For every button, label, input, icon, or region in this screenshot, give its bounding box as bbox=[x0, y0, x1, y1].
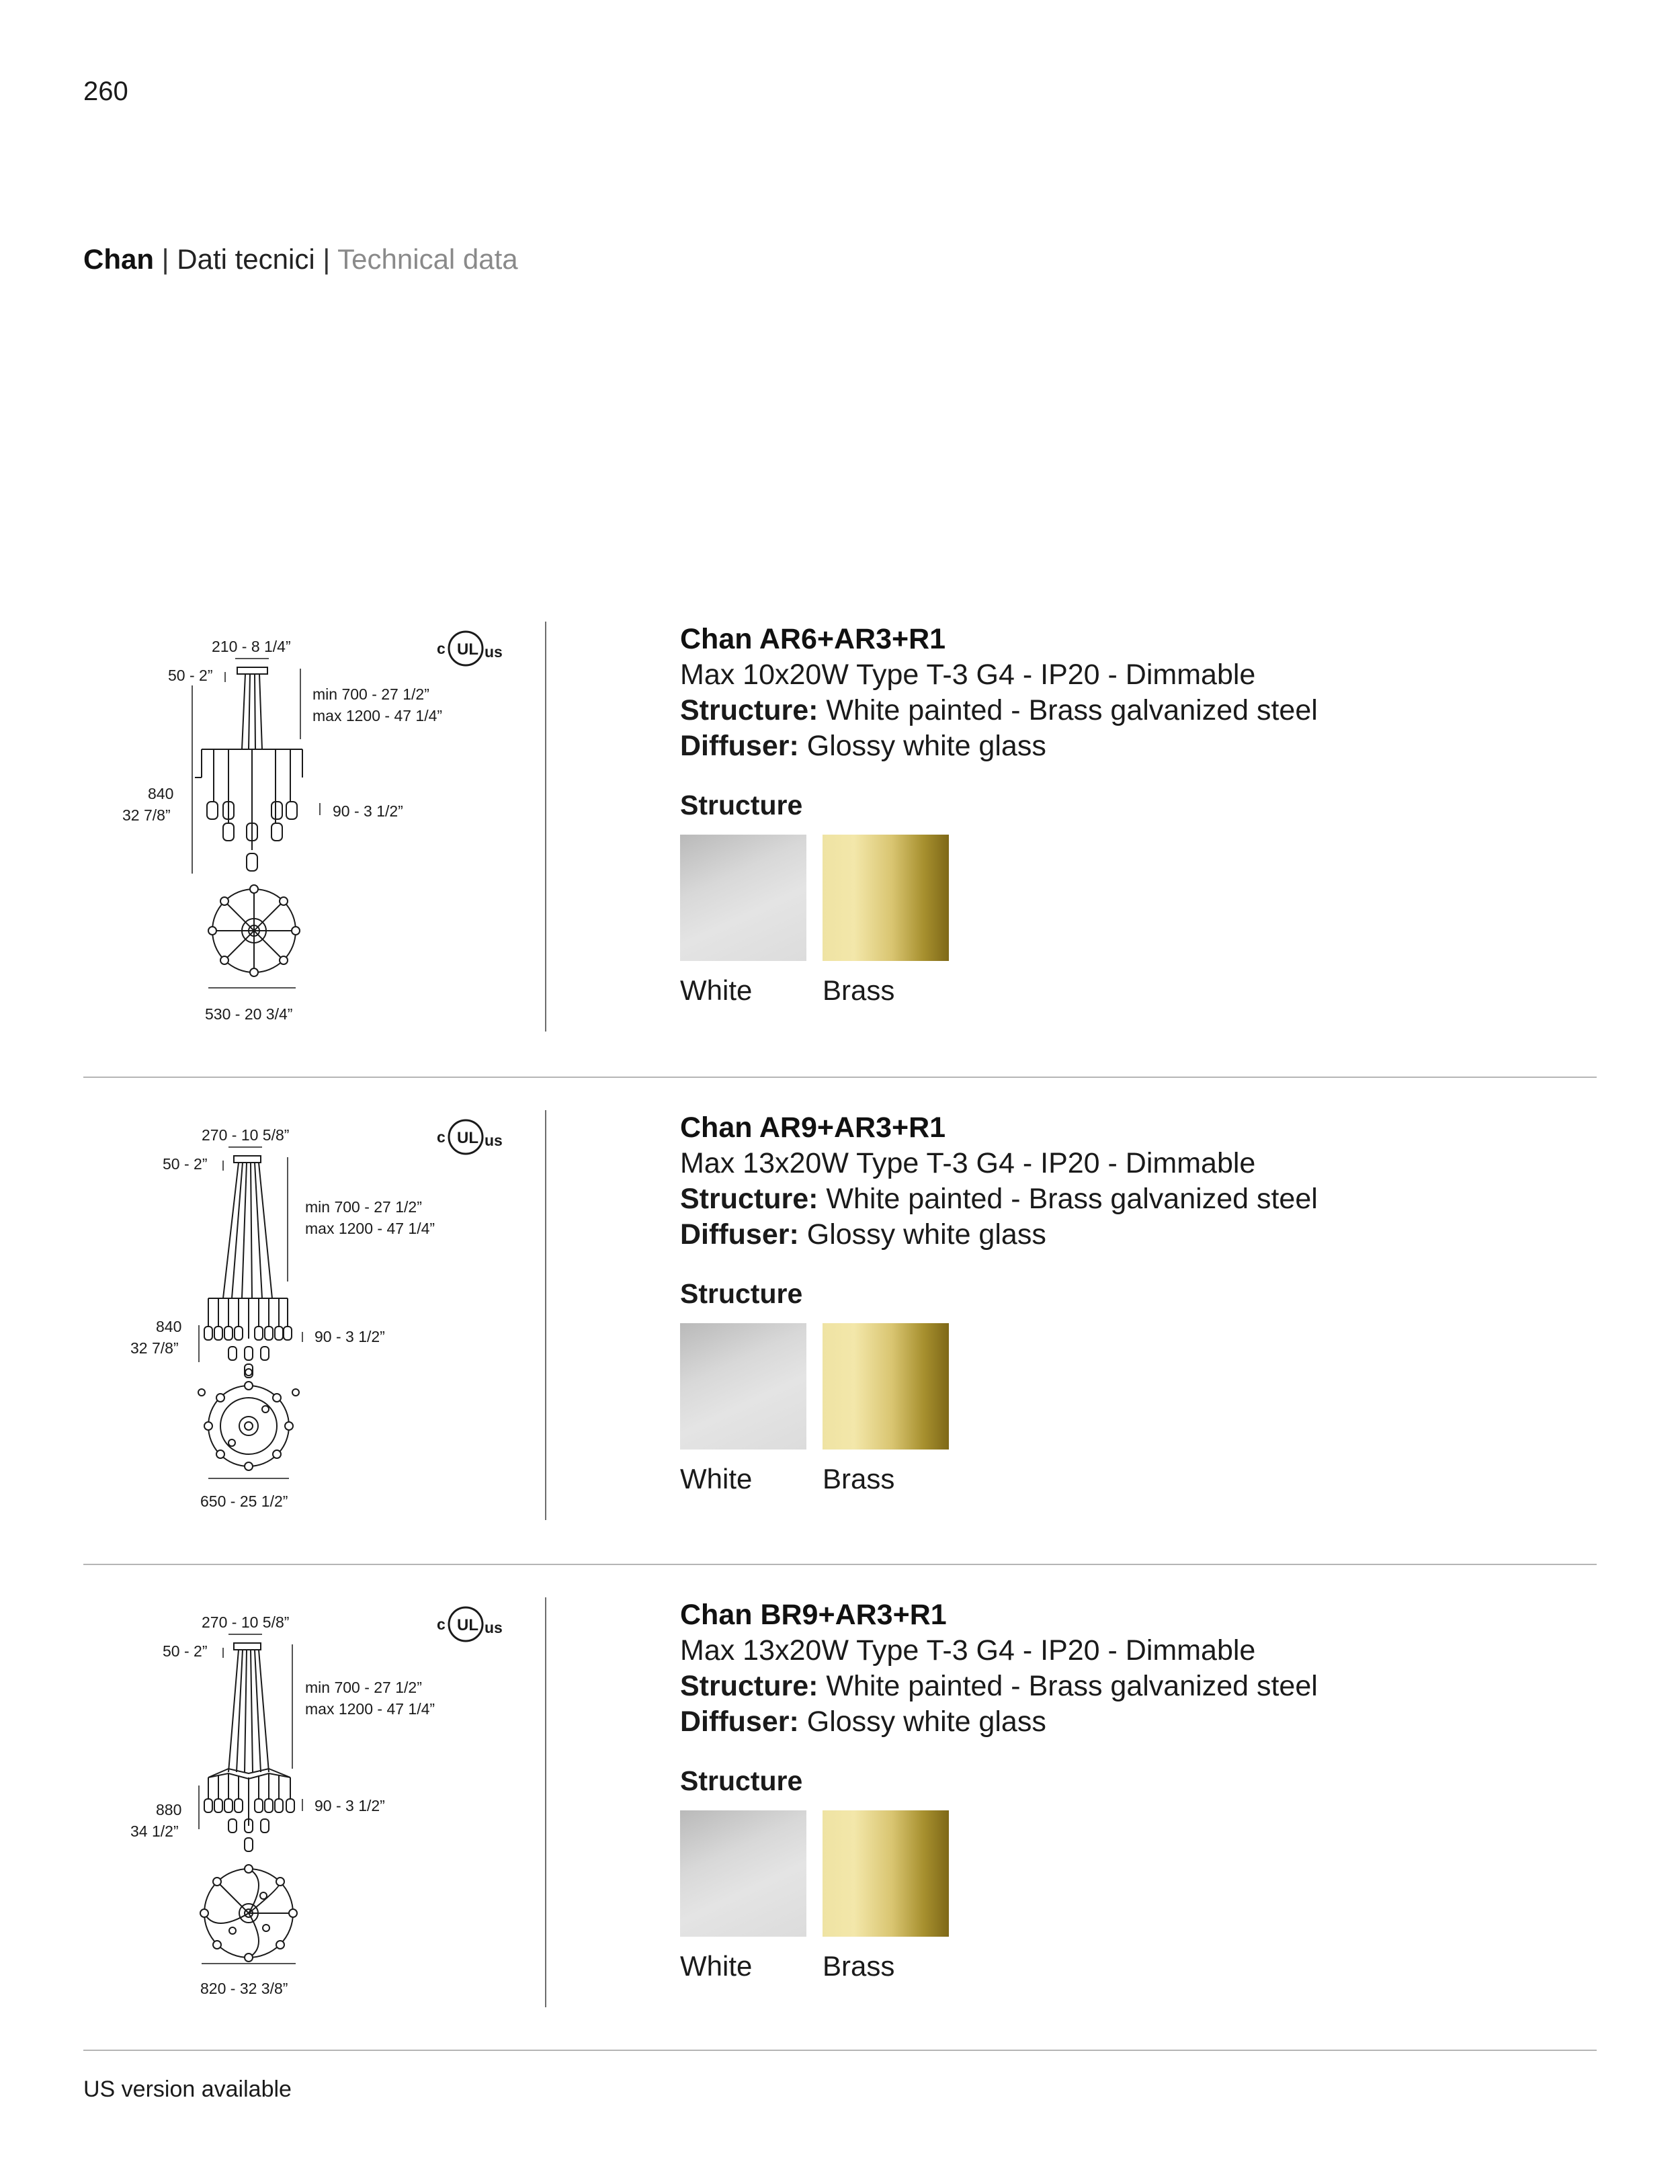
title-separator: | bbox=[314, 243, 338, 275]
dim-glass: 90 - 3 1/2” bbox=[314, 1797, 385, 1814]
finish-swatches bbox=[680, 1810, 1554, 1982]
ul-certification-icon bbox=[437, 1607, 503, 1641]
dim-glass: 90 - 3 1/2” bbox=[333, 802, 403, 820]
page-title bbox=[83, 243, 518, 276]
product-power: Max 10x20W Type T-3 G4 - IP20 - Dimmable bbox=[680, 659, 1256, 691]
title-product: Chan bbox=[83, 243, 154, 275]
dim-diameter: 820 - 32 3/8” bbox=[200, 1980, 288, 1997]
swatch-label: White bbox=[680, 974, 753, 1006]
product-diffuser: Diffuser: Glossy white glass bbox=[680, 1706, 1046, 1738]
product-structure: Structure: White painted - Brass galvanized steel bbox=[680, 1183, 1318, 1215]
dim-height-mm: 880 bbox=[156, 1801, 182, 1818]
chandelier-elevation bbox=[204, 1643, 294, 1851]
dim-canopy-width: 210 - 8 1/4” bbox=[212, 638, 291, 655]
swatch-label: Brass bbox=[823, 1463, 895, 1495]
chandelier-drawing-svg bbox=[108, 1597, 538, 2014]
dim-cable-max: max 1200 - 47 1/4” bbox=[305, 1700, 435, 1718]
finish-swatches bbox=[680, 835, 1554, 1007]
dim-cable-min: min 700 - 27 1/2” bbox=[305, 1679, 422, 1696]
footer-note: US version available bbox=[83, 2076, 292, 2102]
brass-finish-chip bbox=[823, 1810, 949, 1937]
product-row-1 bbox=[0, 622, 1680, 1052]
swatch-white bbox=[680, 835, 806, 1007]
swatch-brass bbox=[823, 835, 949, 1007]
dim-canopy-width: 270 - 10 5/8” bbox=[202, 1126, 290, 1144]
dim-cable-min: min 700 - 27 1/2” bbox=[305, 1198, 422, 1216]
brass-finish-chip bbox=[823, 1323, 949, 1450]
svg-text:UL: UL bbox=[457, 640, 478, 659]
dim-glass: 90 - 3 1/2” bbox=[314, 1328, 385, 1345]
dim-canopy-height: 50 - 2” bbox=[163, 1642, 208, 1660]
swatch-label: Brass bbox=[823, 974, 895, 1006]
swatch-white bbox=[680, 1323, 806, 1495]
white-finish-chip bbox=[680, 835, 806, 961]
finishes-title: Structure bbox=[680, 1278, 803, 1309]
dim-cable-max: max 1200 - 47 1/4” bbox=[312, 707, 443, 724]
swatch-label: White bbox=[680, 1463, 753, 1495]
svg-text:us: us bbox=[485, 1132, 503, 1149]
swatch-white bbox=[680, 1810, 806, 1982]
section-divider bbox=[83, 1077, 1597, 1078]
section-divider bbox=[83, 2050, 1597, 2051]
swatch-label: Brass bbox=[823, 1950, 895, 1982]
dim-canopy-width: 270 - 10 5/8” bbox=[202, 1613, 290, 1631]
chandelier-elevation bbox=[204, 1156, 292, 1378]
chandelier-drawing-svg bbox=[108, 622, 538, 1038]
product-diffuser: Diffuser: Glossy white glass bbox=[680, 730, 1046, 762]
chandelier-drawing-svg bbox=[108, 1110, 538, 1527]
dim-height-in: 34 1/2” bbox=[130, 1822, 179, 1840]
dim-height-mm: 840 bbox=[148, 785, 174, 802]
section-divider bbox=[83, 1564, 1597, 1565]
column-divider bbox=[545, 1110, 546, 1520]
svg-text:c: c bbox=[437, 1128, 446, 1146]
dim-cable-min: min 700 - 27 1/2” bbox=[312, 685, 429, 703]
ul-certification-icon bbox=[437, 632, 503, 665]
swatch-brass bbox=[823, 1323, 949, 1495]
product-diffuser: Diffuser: Glossy white glass bbox=[680, 1218, 1046, 1251]
brass-finish-chip bbox=[823, 835, 949, 961]
product-structure: Structure: White painted - Brass galvanized steel bbox=[680, 694, 1318, 726]
chandelier-plan bbox=[198, 1369, 299, 1470]
chandelier-plan bbox=[208, 885, 300, 976]
dim-canopy-height: 50 - 2” bbox=[163, 1155, 208, 1173]
swatch-brass bbox=[823, 1810, 949, 1982]
finishes-title: Structure bbox=[680, 1765, 803, 1796]
dim-cable-max: max 1200 - 47 1/4” bbox=[305, 1220, 435, 1237]
dim-diameter: 530 - 20 3/4” bbox=[205, 1005, 293, 1023]
finishes-title: Structure bbox=[680, 790, 803, 821]
title-separator: | bbox=[154, 243, 177, 275]
dim-height-in: 32 7/8” bbox=[130, 1339, 179, 1357]
dim-canopy-height: 50 - 2” bbox=[168, 667, 213, 684]
column-divider bbox=[545, 622, 546, 1032]
svg-text:UL: UL bbox=[457, 1129, 478, 1147]
chandelier-elevation bbox=[195, 667, 302, 871]
technical-drawing-3 bbox=[108, 1597, 538, 2014]
title-english: Technical data bbox=[337, 243, 518, 275]
svg-text:us: us bbox=[485, 643, 503, 661]
svg-text:c: c bbox=[437, 1615, 446, 1633]
page-number: 260 bbox=[83, 77, 128, 106]
white-finish-chip bbox=[680, 1323, 806, 1450]
product-power: Max 13x20W Type T-3 G4 - IP20 - Dimmable bbox=[680, 1634, 1256, 1667]
chandelier-plan bbox=[200, 1865, 297, 1962]
product-info-1 bbox=[680, 622, 1554, 1007]
technical-drawing-2 bbox=[108, 1110, 538, 1527]
dim-height-mm: 840 bbox=[156, 1318, 182, 1335]
column-divider bbox=[545, 1597, 546, 2007]
svg-text:UL: UL bbox=[457, 1616, 478, 1634]
swatch-label: White bbox=[680, 1950, 753, 1982]
product-name: Chan AR6+AR3+R1 bbox=[680, 623, 946, 655]
dim-height-in: 32 7/8” bbox=[122, 806, 171, 824]
technical-drawing-1 bbox=[108, 622, 538, 1038]
product-info-3 bbox=[680, 1597, 1554, 1982]
finish-swatches bbox=[680, 1323, 1554, 1495]
product-row-3 bbox=[0, 1597, 1680, 2027]
svg-text:c: c bbox=[437, 640, 446, 657]
product-name: Chan AR9+AR3+R1 bbox=[680, 1111, 946, 1144]
dimension-lines bbox=[192, 659, 320, 988]
dim-diameter: 650 - 25 1/2” bbox=[200, 1493, 288, 1510]
product-structure: Structure: White painted - Brass galvanized steel bbox=[680, 1670, 1318, 1702]
product-power: Max 13x20W Type T-3 G4 - IP20 - Dimmable bbox=[680, 1147, 1256, 1179]
product-name: Chan BR9+AR3+R1 bbox=[680, 1599, 947, 1631]
svg-text:us: us bbox=[485, 1619, 503, 1636]
product-info-2 bbox=[680, 1110, 1554, 1495]
ul-certification-icon bbox=[437, 1120, 503, 1154]
title-italian: Dati tecnici bbox=[177, 243, 315, 275]
product-row-2 bbox=[0, 1110, 1680, 1540]
white-finish-chip bbox=[680, 1810, 806, 1937]
